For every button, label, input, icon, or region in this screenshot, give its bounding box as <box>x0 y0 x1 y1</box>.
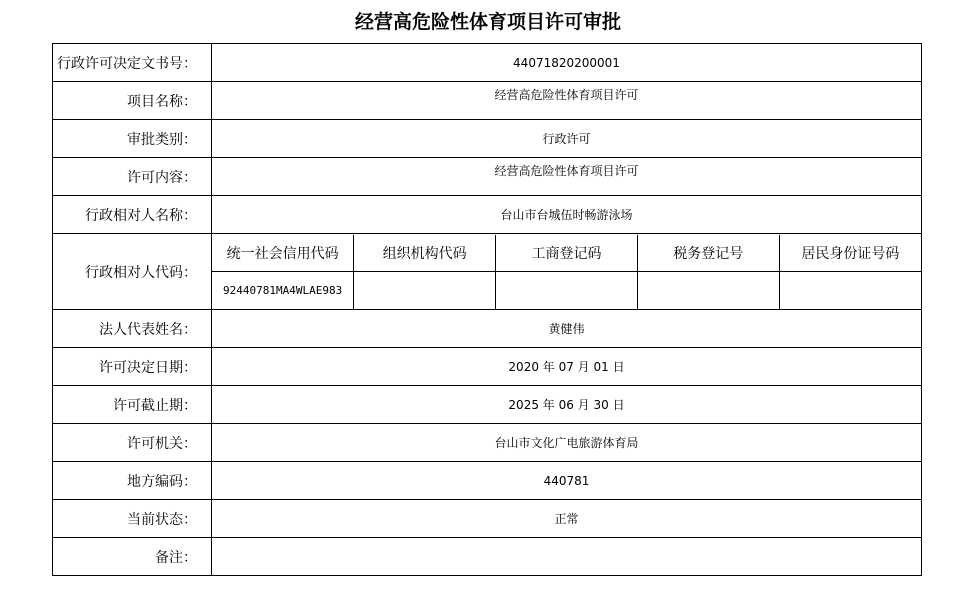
decision-date-value: 2020 年 07 月 01 日 <box>212 348 922 386</box>
row-remarks <box>53 538 922 576</box>
legal-rep-value: 黄健伟 <box>212 310 922 348</box>
row-party-code <box>53 234 922 310</box>
content-label: 许可内容： <box>53 158 212 196</box>
expiry-date-value: 2025 年 06 月 30 日 <box>212 386 922 424</box>
party-code-cell <box>212 234 922 310</box>
party-code-label: 行政相对人代码： <box>53 234 212 310</box>
remarks-value <box>212 538 922 576</box>
legal-rep-label: 法人代表姓名： <box>53 310 212 348</box>
category-value: 行政许可 <box>212 120 922 158</box>
business-reg-value <box>496 272 638 309</box>
id-card-value <box>779 272 921 309</box>
row-party-name <box>53 196 922 234</box>
doc-no-value: 44071820200001 <box>212 44 922 82</box>
authority-value: 台山市文化广电旅游体育局 <box>212 424 922 462</box>
org-code-header: 组织机构代码 <box>354 235 496 272</box>
category-label: 审批类别： <box>53 120 212 158</box>
row-status <box>53 500 922 538</box>
tax-reg-header: 税务登记号 <box>637 235 779 272</box>
region-code-label: 地方编码： <box>53 462 212 500</box>
row-category <box>53 120 922 158</box>
row-expiry-date <box>53 386 922 424</box>
row-content <box>53 158 922 196</box>
row-region-code <box>53 462 922 500</box>
doc-no-label: 行政许可决定文书号： <box>53 44 212 82</box>
credit-code-header: 统一社会信用代码 <box>212 235 354 272</box>
content-value: 经营高危险性体育项目许可 <box>212 158 922 196</box>
row-authority <box>53 424 922 462</box>
project-name-label: 项目名称： <box>53 82 212 120</box>
party-name-value: 台山市台城伍时畅游泳场 <box>212 196 922 234</box>
status-value: 正常 <box>212 500 922 538</box>
project-name-value: 经营高危险性体育项目许可 <box>212 82 922 120</box>
row-decision-date <box>53 348 922 386</box>
decision-date-label: 许可决定日期： <box>53 348 212 386</box>
credit-code-value: 92440781MA4WLAE983 <box>212 272 354 309</box>
remarks-label: 备注： <box>53 538 212 576</box>
party-name-label: 行政相对人名称： <box>53 196 212 234</box>
row-project-name <box>53 82 922 120</box>
row-doc-no <box>53 44 922 82</box>
business-reg-header: 工商登记码 <box>496 235 638 272</box>
row-legal-rep <box>53 310 922 348</box>
permit-table <box>52 43 922 576</box>
org-code-value <box>354 272 496 309</box>
party-code-subtable <box>212 235 921 309</box>
page-title: 经营高危险性体育项目许可审批 <box>354 11 621 33</box>
region-code-value: 440781 <box>212 462 922 500</box>
id-card-header: 居民身份证号码 <box>779 235 921 272</box>
party-code-header-row <box>212 235 921 272</box>
authority-label: 许可机关： <box>53 424 212 462</box>
party-code-value-row <box>212 272 921 309</box>
status-label: 当前状态： <box>53 500 212 538</box>
expiry-date-label: 许可截止期： <box>53 386 212 424</box>
tax-reg-value <box>637 272 779 309</box>
